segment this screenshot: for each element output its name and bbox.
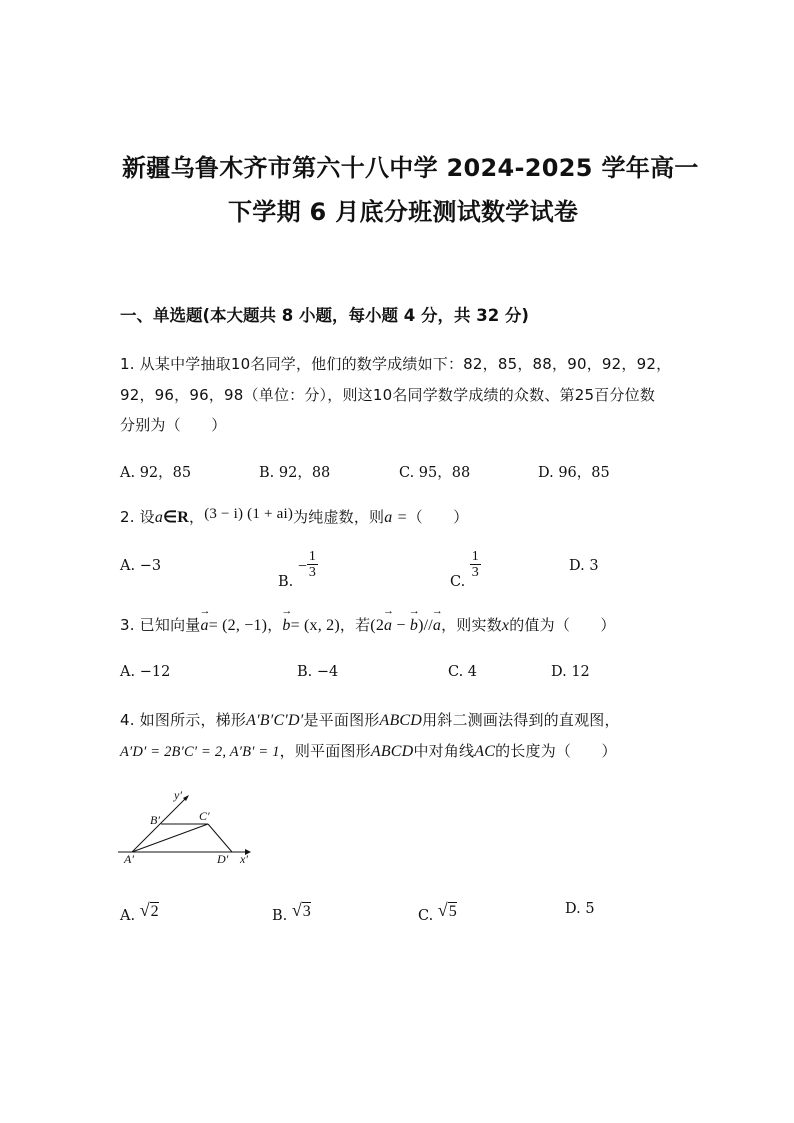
q2-option-c-fraction: [470, 549, 481, 580]
q2-var-a: a: [154, 509, 164, 526]
q3-b-value: = (x, 2): [290, 617, 340, 634]
q3-if: ，若: [339, 616, 371, 634]
q2-expression: (3 − i) (1 + ai): [204, 506, 294, 522]
q4-option-b-sqrt: [291, 900, 311, 920]
frac-denominator: 3: [471, 565, 479, 580]
q4-option-a-sqrt: [139, 900, 159, 920]
vector-a: → a: [200, 617, 208, 635]
q4-prefix: 4. 如图所示，梯形: [120, 711, 247, 729]
trapezoid-figure: [110, 782, 270, 872]
q3-stem: [120, 614, 616, 635]
q2-option-b-sign: −: [297, 557, 307, 575]
q3-cond-close: )//: [418, 617, 433, 634]
q2-in-r: ∈R: [163, 509, 189, 526]
q3-option-d: D. 12: [551, 664, 590, 680]
radicand: 5: [448, 903, 457, 920]
q3-a-value: = (2, −1): [208, 617, 268, 634]
q2-option-a-label: A.: [120, 558, 140, 574]
q3-tail: ，则实数: [441, 616, 502, 634]
q2-option-c: [450, 549, 481, 590]
radicand: 2: [150, 903, 159, 920]
frac-numerator: 1: [471, 549, 479, 564]
q4-diagonal-ac: AC: [474, 743, 496, 760]
section-heading: 一、单选题(本大题共 8 小题，每小题 4 分，共 32 分): [120, 306, 529, 325]
exam-title-line2: 下学期 6 月底分班测试数学试卷: [228, 198, 579, 226]
radical-sign: √: [139, 900, 150, 920]
q4-option-b: [272, 900, 311, 924]
vector-b: → b: [410, 617, 418, 635]
q2-option-d: [569, 558, 599, 574]
q4-abcd: ABCD: [379, 712, 423, 729]
q4-abcd-2: ABCD: [370, 743, 414, 760]
radical-sign: √: [437, 900, 448, 920]
q2-stem: [120, 506, 468, 527]
vector-b: → b: [282, 617, 290, 635]
q2-prefix: 2. 设: [120, 508, 155, 526]
q3-option-a: A. −12: [120, 664, 171, 680]
q1-option-c: C. 95，88: [399, 465, 471, 481]
q4-option-c: [418, 900, 457, 924]
q2-option-a-value: −3: [139, 558, 162, 574]
q2-option-b: [278, 549, 318, 590]
label-c: C′: [199, 809, 210, 823]
q2-paren: （ ）: [407, 508, 469, 526]
q1-option-b: B. 92，88: [259, 465, 331, 481]
q3-minus: −: [392, 617, 410, 634]
vector-a: → a: [433, 617, 441, 635]
q4-line2: [120, 740, 617, 761]
q4-option-c-label: C.: [418, 908, 438, 924]
q2-option-c-label: C.: [450, 573, 470, 590]
q1-option-d: D. 96，85: [538, 465, 610, 481]
q4-line2-mid2: 中对角线: [413, 742, 475, 760]
q4-mid: 是平面图形: [303, 711, 380, 729]
exam-title-line1: 新疆乌鲁木齐市第六十八中学 2024-2025 学年高一: [122, 154, 699, 182]
q2-option-d-value: 3: [589, 558, 599, 574]
q4-option-a: [120, 900, 159, 924]
q3-end: 的值为（ ）: [509, 616, 616, 634]
q4-line1: [120, 709, 620, 730]
q2-option-b-fraction: [307, 549, 318, 580]
segment-cd: [208, 824, 232, 852]
label-a: A′: [124, 852, 134, 866]
q4-option-b-label: B.: [272, 908, 292, 924]
q4-trapezoid-name: A′B′C′D′: [246, 712, 304, 729]
radical-sign: √: [291, 900, 302, 920]
q1-option-a: A. 92，85: [120, 465, 192, 481]
q3-cond-open: (2: [370, 617, 385, 634]
q4-line1-end: 用斜二测画法得到的直观图，: [422, 711, 620, 729]
q4-line2-end: 的长度为（ ）: [495, 742, 617, 760]
diagonal-ac: [132, 824, 208, 852]
q4-line2-mid: ，则平面图形: [279, 742, 371, 760]
label-y: y′: [174, 788, 182, 802]
q1-line3: 分别为（ ）: [120, 416, 227, 434]
q2-a-eq: a =: [384, 509, 408, 526]
label-x: x′: [240, 852, 248, 866]
q4-option-d-value: 5: [585, 901, 595, 917]
radicand: 3: [302, 903, 311, 920]
q2-comma: ，: [189, 508, 205, 526]
frac-denominator: 3: [308, 565, 316, 580]
label-d: D′: [217, 852, 229, 866]
q3-comma: ，: [267, 616, 283, 634]
q3-option-c: C. 4: [448, 664, 478, 680]
label-b: B′: [150, 813, 160, 827]
q4-given-lengths: A′D′ = 2B′C′ = 2, A′B′ = 1: [120, 744, 280, 760]
q1-line2: 92，96，96，98（单位：分），则这10名同学数学成绩的众数、第25百分位数: [120, 386, 656, 404]
q3-prefix: 3. 已知向量: [120, 616, 201, 634]
q2-option-a: [120, 558, 161, 574]
q4-option-d-label: D.: [565, 901, 586, 917]
q1-line1: 1. 从某中学抽取10名同学，他们的数学成绩如下：82，85，88，90，92，92，: [120, 355, 672, 373]
q2-option-d-label: D.: [569, 558, 590, 574]
q3-option-b: B. −4: [297, 664, 339, 680]
q3-var-x: x: [501, 617, 510, 634]
vector-a: → a: [384, 617, 392, 635]
q4-option-a-label: A.: [120, 908, 140, 924]
q2-mid: 为纯虚数，则: [293, 508, 385, 526]
frac-numerator: 1: [308, 549, 316, 564]
q4-option-d: [565, 901, 595, 917]
q4-option-c-sqrt: [437, 900, 457, 920]
q2-option-b-label: B.: [278, 573, 298, 590]
